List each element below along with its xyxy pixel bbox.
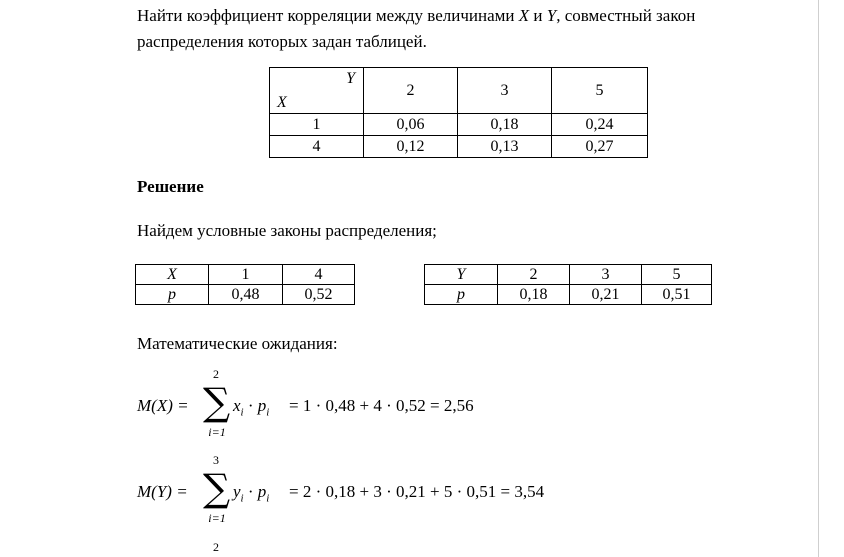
- mx-sum-upper: 2: [213, 367, 219, 381]
- value-cell: 3: [570, 265, 642, 285]
- intro-var-x: X: [518, 6, 530, 25]
- table-row: [425, 265, 712, 285]
- intro-line-1: [137, 3, 695, 28]
- solution-heading: Решение: [137, 177, 204, 196]
- mx-sum-symbol: ∑: [203, 380, 231, 424]
- intro-text: Найти коэффициент корреляции между величинами: [137, 6, 519, 25]
- my-sum-upper: 3: [213, 453, 219, 467]
- my-term-sub: i: [240, 492, 244, 505]
- table-row: [270, 114, 648, 136]
- mx-term-sub: i: [266, 406, 270, 419]
- my-term: $y_i \cdot p_i$: [233, 482, 270, 505]
- prob-cell: 0,27: [552, 136, 648, 158]
- prob-cell: 0,51: [642, 285, 712, 305]
- x-value-cell: 1: [270, 114, 364, 136]
- y-value-header: 3: [458, 68, 552, 114]
- page-margin-line: [818, 0, 819, 557]
- value-cell: 2: [498, 265, 570, 285]
- table-corner-cell: [270, 68, 364, 114]
- mx-sum-lower: i=1: [208, 425, 226, 439]
- prob-cell: 0,18: [498, 285, 570, 305]
- intro-line-2: распределения которых задан таблицей.: [137, 32, 427, 51]
- prob-cell: 0,12: [364, 136, 458, 158]
- mx-rhs: = 1 · 0,48 + 4 · 0,52 = 2,56: [289, 396, 474, 415]
- intro-and: и: [529, 6, 547, 25]
- table-row: [270, 136, 648, 158]
- prob-cell: 0,52: [283, 285, 355, 305]
- prob-cell: 0,48: [209, 285, 283, 305]
- var-cell: X: [136, 265, 209, 285]
- intro-text-end: , совместный закон: [556, 6, 696, 25]
- p-label-cell: p: [425, 285, 498, 305]
- value-cell: 5: [642, 265, 712, 285]
- table-row: [425, 285, 712, 305]
- y-value-header: 2: [364, 68, 458, 114]
- my-lhs: M(Y) =: [137, 482, 188, 501]
- prob-cell: 0,18: [458, 114, 552, 136]
- table-row: [136, 285, 355, 305]
- mx-lhs: M(X) =: [137, 396, 189, 415]
- table-row: [136, 265, 355, 285]
- corner-y-label: Y: [346, 70, 355, 87]
- intro-var-y: Y: [546, 6, 557, 25]
- mx-term-var: x: [233, 396, 241, 415]
- prob-cell: 0,24: [552, 114, 648, 136]
- prob-cell: 0,21: [570, 285, 642, 305]
- corner-x-label: X: [277, 94, 287, 111]
- conditional-laws-text: Найдем условные законы распределения;: [137, 221, 437, 240]
- my-sum-lower: i=1: [208, 511, 226, 525]
- my-rhs: = 2 · 0,18 + 3 · 0,21 + 5 · 0,51 = 3,54: [289, 482, 545, 501]
- prob-cell: 0,06: [364, 114, 458, 136]
- next-sum-upper: 2: [213, 540, 219, 554]
- joint-distribution-table: [269, 67, 648, 158]
- my-sum-symbol: ∑: [203, 466, 231, 510]
- p-label-cell: p: [136, 285, 209, 305]
- var-cell: Y: [425, 265, 498, 285]
- y-value-header: 5: [552, 68, 648, 114]
- value-cell: 1: [209, 265, 283, 285]
- mx-term: $x_i \cdot p_i$: [233, 396, 270, 419]
- value-cell: 4: [283, 265, 355, 285]
- prob-cell: 0,13: [458, 136, 552, 158]
- expectations-text: Математические ожидания:: [137, 334, 338, 353]
- my-term-sub: i: [266, 492, 270, 505]
- my-term-p: p: [257, 482, 267, 501]
- y-distribution-table: [424, 264, 712, 305]
- mx-term-p: p: [257, 396, 267, 415]
- x-distribution-table: [135, 264, 355, 305]
- x-value-cell: 4: [270, 136, 364, 158]
- my-term-var: y: [233, 482, 241, 501]
- mx-term-sub: i: [240, 406, 244, 419]
